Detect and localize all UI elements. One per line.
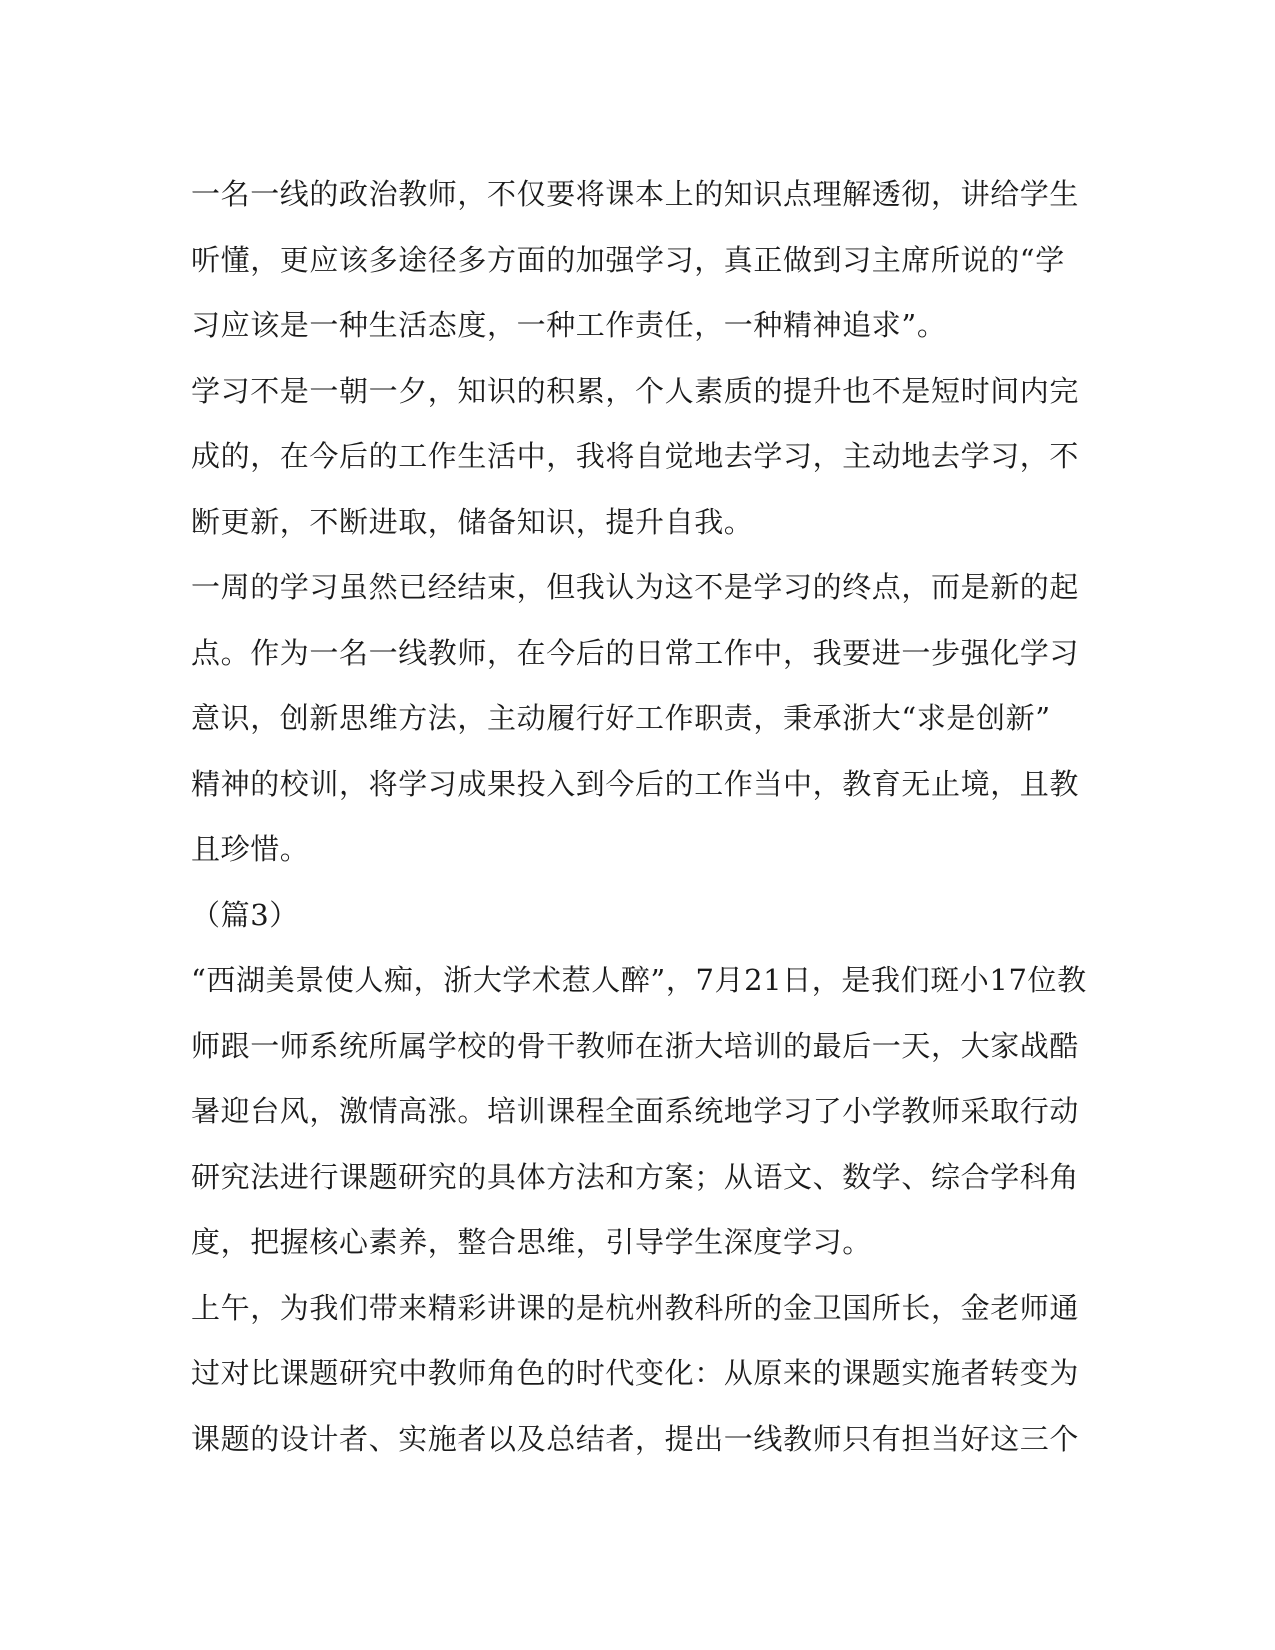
text-line: 过对比课题研究中教师角色的时代变化：从原来的课题实施者转变为: [191, 1356, 1080, 1390]
text-line: 度，把握核心素养，整合思维，引导学生深度学习。: [191, 1225, 872, 1259]
text-line: 上午，为我们带来精彩讲课的是杭州教科所的金卫国所长，金老师通: [191, 1290, 1080, 1325]
text-line: 听懂，更应该多途径多方面的加强学习，真正做到习主席所说的“学: [191, 242, 1065, 277]
text-line: 一名一线的政治教师，不仅要将课本上的知识点理解透彻，讲给学生: [191, 177, 1080, 211]
text-line: 课题的设计者、实施者以及总结者，提出一线教师只有担当好这三个: [191, 1421, 1080, 1456]
text-line: 学习不是一朝一夕，知识的积累，个人素质的提升也不是短时间内完: [191, 373, 1080, 408]
text-line: 师跟一师系统所属学校的骨干教师在浙大培训的最后一天，大家战酷: [191, 1028, 1080, 1063]
text-line: 成的，在今后的工作生活中，我将自觉地去学习，主动地去学习，不: [191, 439, 1080, 473]
text-line: 且珍惜。: [191, 832, 310, 866]
text-line: 精神的校训，将学习成果投入到今后的工作当中，教育无止境，且教: [191, 766, 1080, 801]
text-line: 研究法进行课题研究的具体方法和方案；从语文、数学、综合学科角: [191, 1159, 1080, 1194]
section-heading: （篇3）: [191, 897, 299, 932]
text-line: 暑迎台风，激情高涨。培训课程全面系统地学习了小学教师采取行动: [191, 1094, 1080, 1128]
text-line: 意识，创新思维方法，主动履行好工作职责，秉承浙大“求是创新”: [191, 701, 1051, 735]
text-line: 点。作为一名一线教师，在今后的日常工作中，我要进一步强化学习: [191, 635, 1080, 670]
body-text: [191, 162, 1091, 1472]
text-line: 一周的学习虽然已经结束，但我认为这不是学习的终点，而是新的起: [191, 570, 1080, 604]
text-line: 习应该是一种生活态度，一种工作责任，一种精神追求”。: [191, 308, 947, 342]
text-line: 断更新，不断进取，储备知识，提升自我。: [191, 504, 754, 539]
text-line: “西湖美景使人痴，浙大学术惹人醉”，7月21日，是我们斑小17位教: [191, 963, 1087, 997]
